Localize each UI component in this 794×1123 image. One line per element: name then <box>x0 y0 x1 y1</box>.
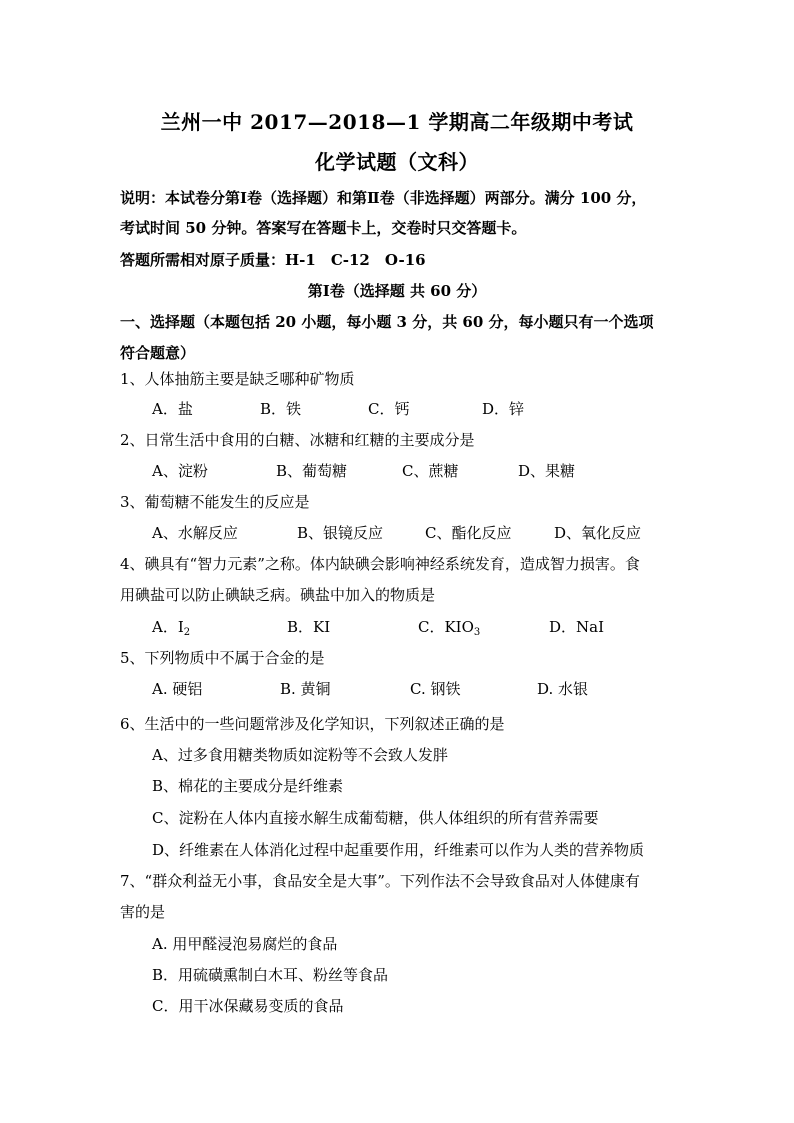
question-1-option-a: A．盐 <box>152 400 193 418</box>
question-4-option-c: C．$KIO_3$ <box>418 618 481 638</box>
instructions-line-1: 说明：本试卷分第Ⅰ卷（选择题）和第Ⅱ卷（非选择题）两部分。满分 100 分， <box>120 189 647 207</box>
question-4-stem-line-2: 用碘盐可以防止碘缺乏病。碘盐中加入的物质是 <box>120 586 436 604</box>
question-3-option-b: B、银镜反应 <box>297 524 384 542</box>
question-7-option-c: C．用干冰保藏易变质的食品 <box>152 997 344 1015</box>
question-5-option-a: A. 硬铝 <box>152 680 203 698</box>
question-4-option-b: B．KI <box>287 618 331 636</box>
question-5-option-d: D. 水银 <box>537 680 589 698</box>
question-1-option-d: D．锌 <box>482 400 525 418</box>
exam-title: 兰州一中 2017—2018—1 学期高二年级期中考试 <box>160 110 634 134</box>
question-7-stem-line-2: 害的是 <box>120 903 166 921</box>
section-heading-line-2: 符合题意） <box>120 344 196 362</box>
question-7-stem-line-1: 7、“群众利益无小事，食品安全是大事”。下列作法不会导致食品对人体健康有 <box>120 872 640 890</box>
question-6-option-c: C、淀粉在人体内直接水解生成葡萄糖，供人体组织的所有营养需要 <box>152 809 599 827</box>
question-1-option-b: B．铁 <box>260 400 302 418</box>
question-5-stem: 5、下列物质中不属于合金的是 <box>120 649 325 667</box>
instructions-line-2: 考试时间 50 分钟。答案写在答题卡上，交卷时只交答题卡。 <box>120 219 527 237</box>
question-2-option-b: B、葡萄糖 <box>276 462 348 480</box>
question-3-stem: 3、葡萄糖不能发生的反应是 <box>120 493 310 511</box>
question-3-option-c: C、酯化反应 <box>425 524 512 542</box>
question-4-option-d: D．NaI <box>549 618 605 636</box>
question-4-option-a: A．$I_2$ <box>152 618 191 638</box>
question-5-option-b: B. 黄铜 <box>280 680 331 698</box>
question-1-stem: 1、人体抽筋主要是缺乏哪种矿物质 <box>120 370 355 388</box>
question-5-option-c: C. 钢铁 <box>410 680 461 698</box>
question-1-option-c: C．钙 <box>368 400 410 418</box>
question-6-option-b: B、棉花的主要成分是纤维素 <box>152 777 344 795</box>
volume-title: 第Ⅰ卷（选择题 共 60 分） <box>307 282 487 300</box>
section-heading-line-1: 一、选择题（本题包括 20 小题，每小题 3 分，共 60 分，每小题只有一个选项 <box>120 313 654 331</box>
question-2-stem: 2、日常生活中食用的白糖、冰糖和红糖的主要成分是 <box>120 431 475 449</box>
question-2-option-c: C、蔗糖 <box>402 462 459 480</box>
question-7-option-a: A. 用甲醛浸泡易腐烂的食品 <box>152 935 338 953</box>
question-6-stem: 6、生活中的一些问题常涉及化学知识，下列叙述正确的是 <box>120 715 505 733</box>
question-2-option-d: D、果糖 <box>518 462 576 480</box>
question-3-option-d: D、氧化反应 <box>554 524 642 542</box>
question-2-option-a: A、淀粉 <box>152 462 208 480</box>
exam-subtitle: 化学试题（文科） <box>315 150 479 174</box>
question-6-option-d: D、纤维素在人体消化过程中起重要作用，纤维素可以作为人类的营养物质 <box>152 841 645 859</box>
question-3-option-a: A、水解反应 <box>152 524 238 542</box>
question-4-stem-line-1: 4、碘具有“智力元素”之称。体内缺碘会影响神经系统发育，造成智力损害。食 <box>120 555 640 573</box>
atomic-mass-note: 答题所需相对原子质量：H-1 C-12 O-16 <box>120 251 426 269</box>
question-7-option-b: B．用硫磺熏制白木耳、粉丝等食品 <box>152 966 389 984</box>
question-6-option-a: A、过多食用糖类物质如淀粉等不会致人发胖 <box>152 746 448 764</box>
